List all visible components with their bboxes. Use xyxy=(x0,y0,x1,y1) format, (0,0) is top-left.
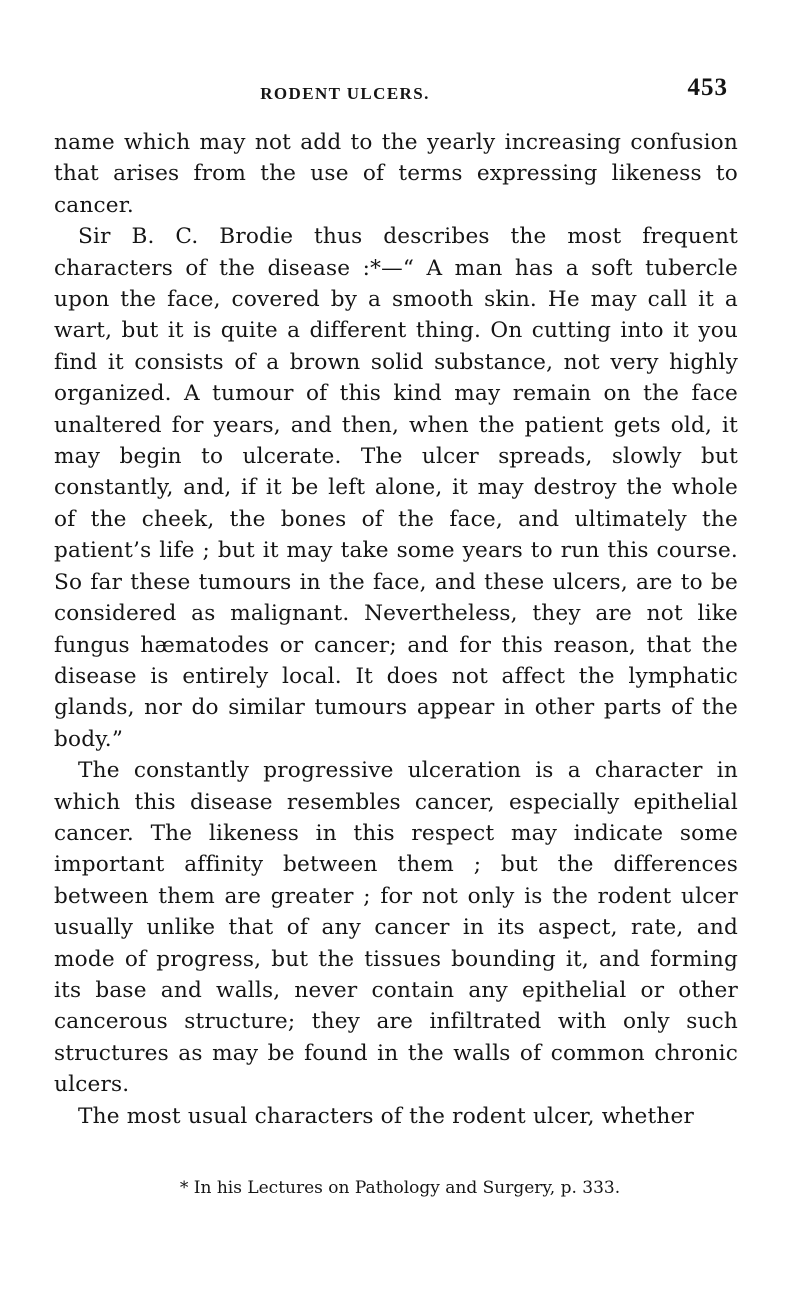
footnote: * In his Lectures on Pathology and Surgery, p. 333. xyxy=(179,1178,621,1198)
paragraph-4: The most usual characters of the rodent ulcer, whether xyxy=(78,1103,694,1129)
paragraph-3: The constantly progressive ulceration is a character in which this disease resembles cancer, especially epithelial cancer. The likeness in this respect may indicate some important affinity between them ; but the differences between them are greater ; for not only is the rodent ulcer usually unlike that of any cancer in its aspect, rate, and mode of progress, but the tissues bounding it, and forming its base and walls, never contain any epithelial or other cancerous structure; they are infiltrated with only such structures as may be found in the walls of common chronic ulcers. xyxy=(54,758,738,1098)
paragraph-1: name which may not add to the yearly increasing confusion that arises from the use of terms expressing likeness to cancer. xyxy=(54,130,738,218)
body-text xyxy=(54,127,738,1132)
page-number: 453 xyxy=(687,74,728,101)
paragraph-2: Sir B. C. Brodie thus describes the most frequent characters of the disease :*—“ A man has a soft tubercle upon the face, covered by a smooth skin. He may call it a wart, but it is quite a different thing. On cutting into it you find it consists of a brown solid substance, not very highly organized. A tumour of this kind may remain on the face unaltered for years, and then, when the patient gets old, it may begin to ulcerate. The ulcer spreads, slowly but constantly, and, if it be left alone, it may destroy the whole of the cheek, the bones of the face, and ultimately the patient’s life ; but it may take some years to run this course. So far these tumours in the face, and these ulcers, are to be considered as malignant. Nevertheless, they are not like fungus hæmatodes or cancer; and for this reason, that the disease is entirely local. It does not affect the lymphatic glands, nor do similar tumours appear in other parts of the body.” xyxy=(54,224,738,752)
running-title: RODENT ULCERS. xyxy=(260,84,430,103)
